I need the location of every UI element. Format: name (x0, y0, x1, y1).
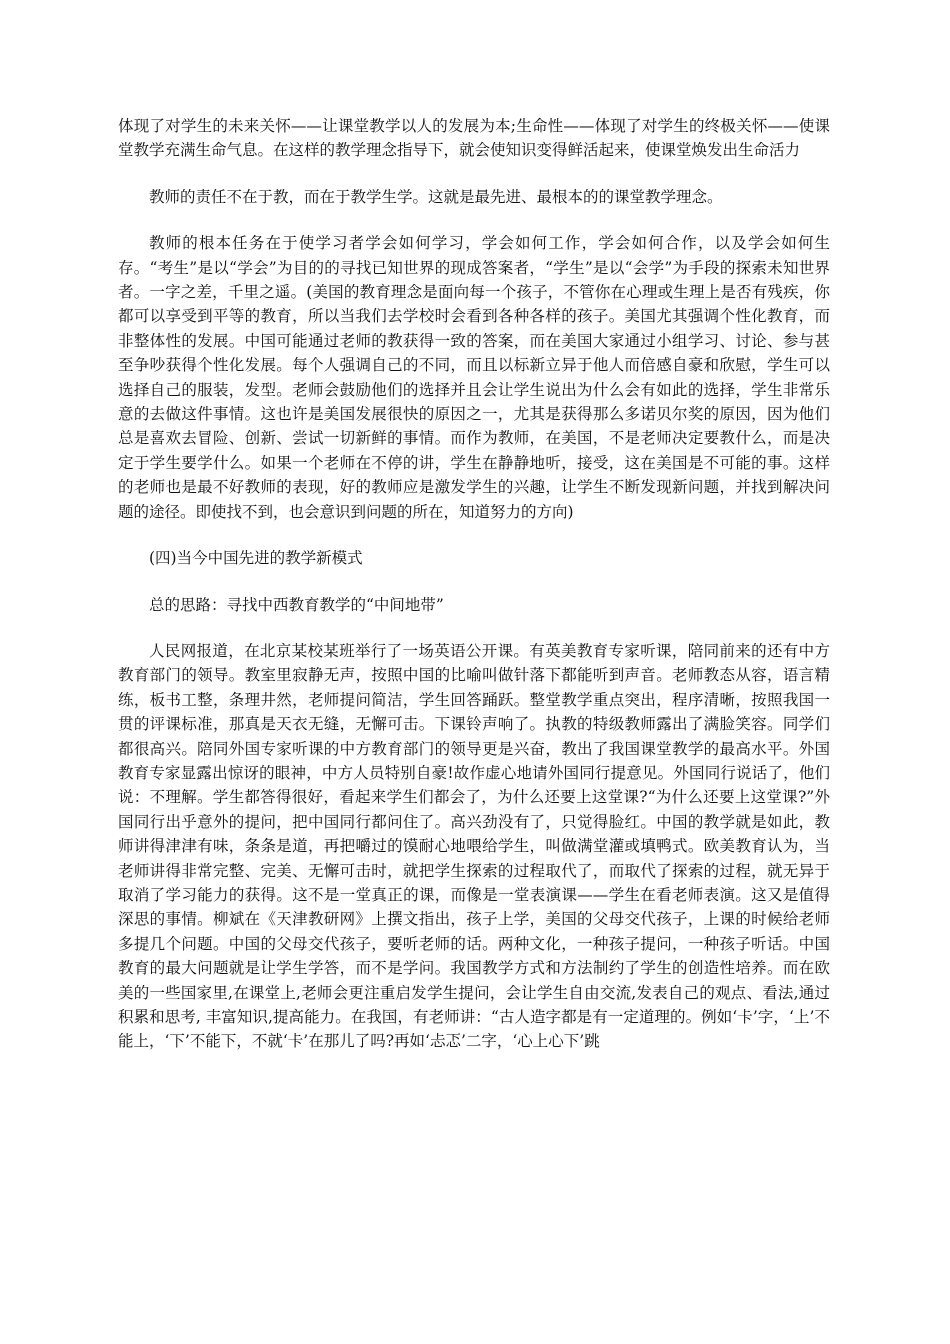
paragraph-continuation: 体现了对学生的未来关怀——让课堂教学以人的发展为本;生命性——体现了对学生的终极关怀——使课堂教学充满生命气息。在这样的教学理念指导下，就会使知识变得鲜活起来，使课堂焕发出生命活力 (118, 117, 830, 160)
paragraph-general-idea: 总的思路：寻找中西教育教学的“中间地带” (149, 595, 444, 614)
paragraph-teacher-task: 教师的根本任务在于使学习者学会如何学习，学会如何工作，学会如何合作，以及学会如何生存。“考生”是以“学会”为目的的寻找已知世界的现成答案者，“学生”是以“会学”为手段的探索未知世界者。一字之差，千里之遥。(美国的教育理念是面向每一个孩子，不管你在心理或生理上是否有残疾，你都可以享受到平等的教育，所以当我们去学校时会看到各种各样的孩子。美国尤其强调个性化教育，而非整体性的发展。中国可能通过老师的教获得一致的答案，而在美国大家通过小组学习、讨论、参与甚至争吵获得个性化发展。每个人强调自己的不同，而且以标新立异于他人而倍感自豪和欣慰，学生可以选择自己的服装，发型。老师会鼓励他们的选择并且会让学生说出为什么会有如此的选择，学生非常乐意的去做这件事情。这也许是美国发展很快的原因之一，尤其是获得那么多诺贝尔奖的原因，因为他们总是喜欢去冒险、创新、尝试一切新鲜的事情。而作为教师，在美国，不是老师决定要教什么，而是决定于学生要学什么。如果一个老师在不停的讲，学生在静静地听，接受，这在美国是不可能的事。这样的老师也是最不好教师的表现，好的教师应是激发学生的兴趣，让学生不断发现新问题，并找到解决问题的途径。即使找不到，也会意识到问题的所在，知道努力的方向) (118, 234, 830, 521)
document-page (118, 114, 830, 1076)
paragraph-peoples-daily-report: 人民网报道，在北京某校某班举行了一场英语公开课。有英美教育专家听课，陪同前来的还有中方教育部门的领导。教室里寂静无声，按照中国的比喻叫做针落下都能听到声音。老师教态从容，语言精练，板书工整，条理井然，老师提问简洁，学生回答踊跃。整堂教学重点突出，程序清晰，按照我国一贯的评课标准，那真是天衣无缝，无懈可击。下课铃声响了。执教的特级教师露出了满脸笑容。同学们都很高兴。陪同外国专家听课的中方教育部门的领导更是兴奋，教出了我国课堂教学的最高水平。外国教育专家显露出惊讶的眼神，中方人员特别自豪!故作虚心地请外国同行提意见。外国同行说话了，他们说：不理解。学生都答得很好，看起来学生们都会了，为什么还要上这堂课?“为什么还要上这堂课?”外国同行出乎意外的提问，把中国同行都问住了。高兴劲没有了，只觉得脸红。中国的教学就是如此，教师讲得津津有味，条条是道，再把嚼过的馍耐心地喂给学生，叫做满堂灌或填鸭式。欧美教育认为，当老师讲得非常完整、完美、无懈可击时，就把学生探索的过程取代了，而取代了探索的过程，就无异于取消了学习能力的获得。这不是一堂真正的课，而像是一堂表演课——学生在看老师表演。这又是值得深思的事情。柳斌在《天津教研网》上撰文指出，孩子上学，美国的父母交代孩子，上课的时候给老师多提几个问题。中国的父母交代孩子，要听老师的话。两种文化，一种孩子提问，一种孩子听话。中国教育的最大问题就是让学生学答，而不是学问。我国教学方式和方法制约了学生的创造性培养。而在欧美的一些国家里,在课堂上,老师会更注重启发学生提问，会让学生自由交流,发表自己的观点、看法,通过积累和思考, 丰富知识,提高能力。在我国，有老师讲：“古人造字都是有一定道理的。例如‘卡’字，‘上’不能上，‘下’不能下，不就‘卡’在那儿了吗?再如‘忐忑’二字，‘心上心下’跳 (118, 641, 830, 1051)
section-heading-new-teaching-model: (四)当今中国先进的教学新模式 (149, 549, 363, 568)
paragraph-teacher-responsibility: 教师的责任不在于教，而在于教学生学。这就是最先进、最根本的的课堂教学理念。 (149, 187, 723, 206)
